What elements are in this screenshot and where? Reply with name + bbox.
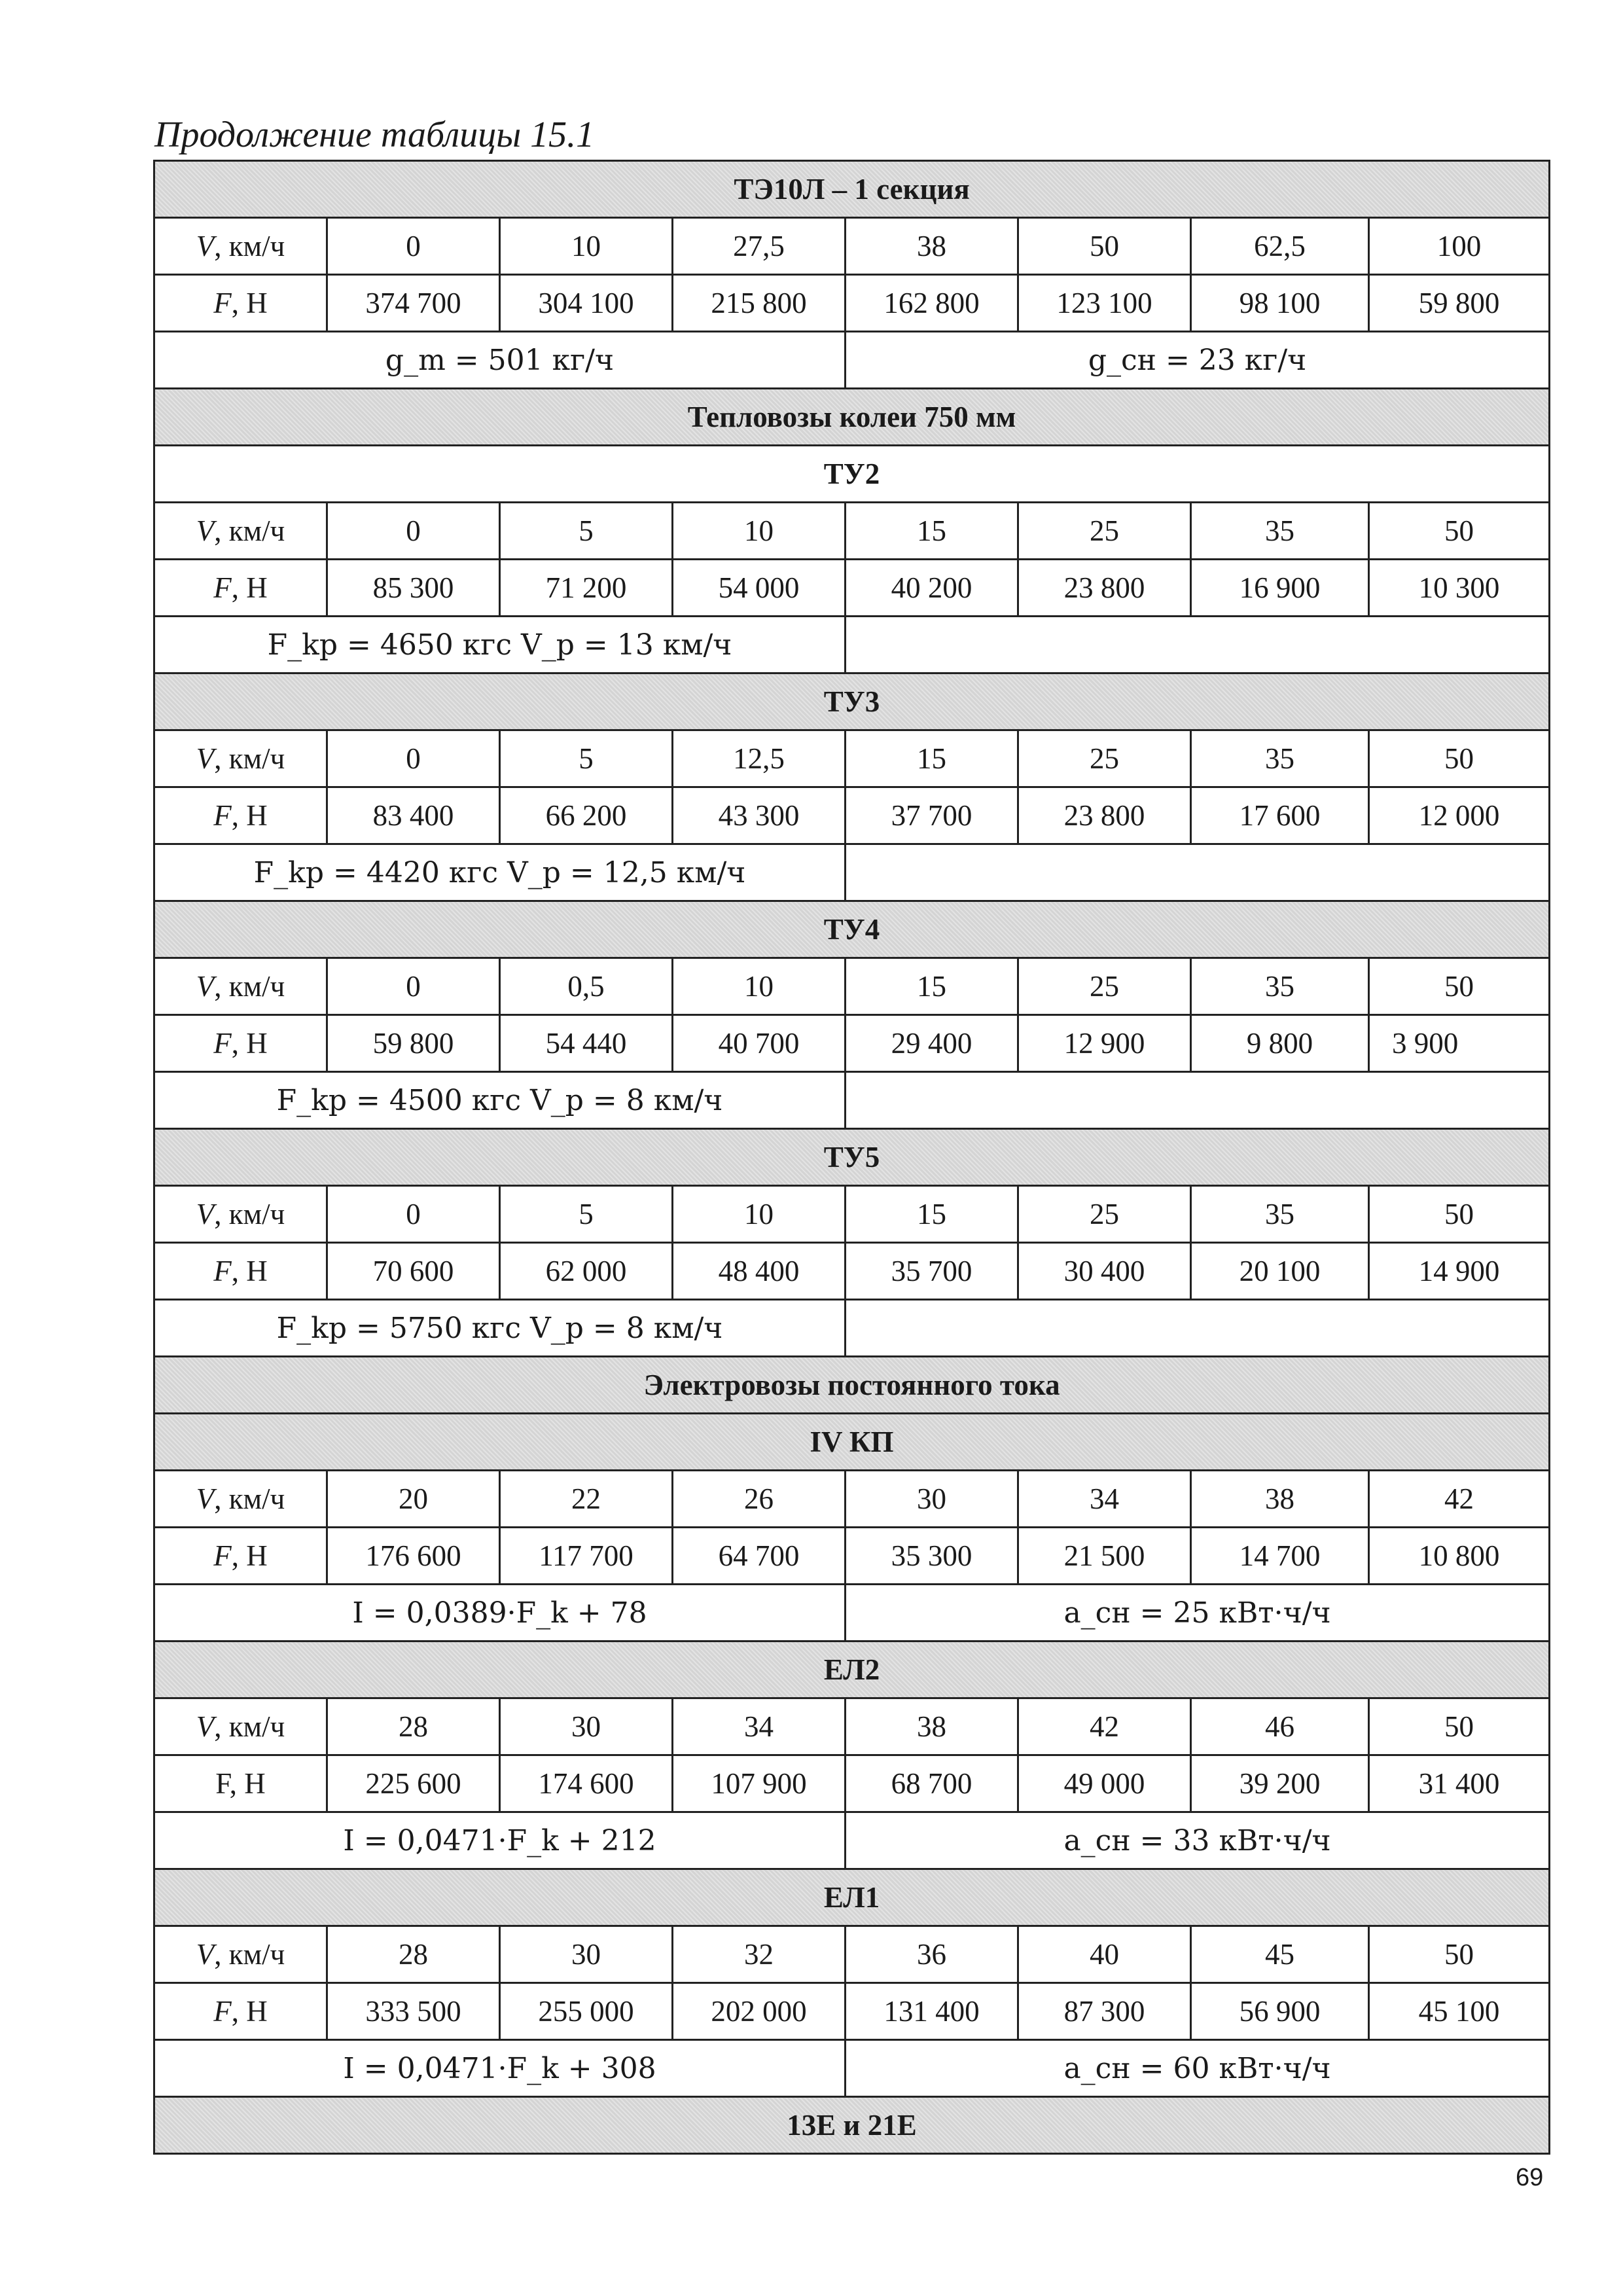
note-right [846,844,1550,901]
note-left: I = 0,0471·F_k + 212 [154,1812,846,1869]
speed-label: V, км/ч [154,503,327,560]
force-value: 30 400 [1018,1243,1191,1300]
force-value: 40 700 [673,1015,846,1072]
group-title: Электровозы постоянного тока [154,1357,1550,1414]
note-row [154,1300,1550,1357]
force-value: 31 400 [1369,1755,1550,1812]
speed-value: 50 [1369,958,1550,1015]
speed-row [154,1698,1550,1755]
section-title: ТЭ10Л – 1 секция [154,161,1550,218]
force-row [154,1983,1550,2040]
force-value: 176 600 [327,1528,500,1585]
speed-value: 5 [500,730,673,787]
force-value: 98 100 [1191,275,1369,332]
force-label: F, Н [154,1015,327,1072]
force-value: 333 500 [327,1983,500,2040]
speed-value: 25 [1018,1186,1191,1243]
speed-value: 38 [846,1698,1018,1755]
speed-value: 32 [673,1926,846,1983]
force-row [154,787,1550,844]
force-label: F, Н [154,1528,327,1585]
speed-value: 12,5 [673,730,846,787]
force-value: 54 440 [500,1015,673,1072]
force-value: 12 900 [1018,1015,1191,1072]
speed-value: 15 [846,1186,1018,1243]
speed-row [154,503,1550,560]
force-label: F, Н [154,1755,327,1812]
force-value: 20 100 [1191,1243,1369,1300]
speed-value: 30 [500,1926,673,1983]
speed-row [154,218,1550,275]
force-value: 16 900 [1191,560,1369,617]
force-value: 39 200 [1191,1755,1369,1812]
force-value: 202 000 [673,1983,846,2040]
speed-value: 100 [1369,218,1550,275]
force-row [154,1755,1550,1812]
locomotive-data-table [153,160,1550,2155]
force-value: 23 800 [1018,787,1191,844]
speed-value: 42 [1369,1471,1550,1528]
speed-value: 34 [1018,1471,1191,1528]
speed-label: V, км/ч [154,1926,327,1983]
note-right [846,1300,1550,1357]
force-row [154,560,1550,617]
force-value: 64 700 [673,1528,846,1585]
speed-value: 28 [327,1698,500,1755]
force-value: 215 800 [673,275,846,332]
speed-value: 35 [1191,1186,1369,1243]
force-value: 21 500 [1018,1528,1191,1585]
speed-value: 10 [673,958,846,1015]
force-value: 14 900 [1369,1243,1550,1300]
force-value: 59 800 [1369,275,1550,332]
note-left: F_kp = 4500 кгс V_p = 8 км/ч [154,1072,846,1129]
note-row [154,332,1550,389]
note-left: I = 0,0471·F_k + 308 [154,2040,846,2097]
note-right [846,1072,1550,1129]
speed-row [154,1926,1550,1983]
force-value: 131 400 [846,1983,1018,2040]
group-title-row [154,389,1550,446]
section-title-row [154,2097,1550,2154]
speed-label: V, км/ч [154,958,327,1015]
note-left: F_kp = 5750 кгс V_p = 8 км/ч [154,1300,846,1357]
speed-value: 10 [500,218,673,275]
speed-row [154,958,1550,1015]
force-label: F, Н [154,787,327,844]
speed-value: 5 [500,503,673,560]
force-value: 35 700 [846,1243,1018,1300]
note-right: a_сн = 60 кВт·ч/ч [846,2040,1550,2097]
section-title-row [154,1869,1550,1926]
section-title-row [154,1414,1550,1471]
force-value: 37 700 [846,787,1018,844]
force-value: 10 300 [1369,560,1550,617]
force-value: 59 800 [327,1015,500,1072]
speed-value: 35 [1191,730,1369,787]
note-left: F_kp = 4420 кгс V_p = 12,5 км/ч [154,844,846,901]
force-value: 23 800 [1018,560,1191,617]
section-title-row [154,1129,1550,1186]
section-title: ТУ5 [154,1129,1550,1186]
speed-value: 25 [1018,503,1191,560]
speed-row [154,730,1550,787]
section-title-row [154,1641,1550,1698]
force-value: 14 700 [1191,1528,1369,1585]
speed-value: 20 [327,1471,500,1528]
note-row [154,2040,1550,2097]
group-title: Тепловозы колеи 750 мм [154,389,1550,446]
force-value: 225 600 [327,1755,500,1812]
force-value: 17 600 [1191,787,1369,844]
note-right: g_сн = 23 кг/ч [846,332,1550,389]
section-title: ТУ2 [154,446,1550,503]
note-row [154,1585,1550,1641]
force-label: F, Н [154,560,327,617]
speed-value: 15 [846,958,1018,1015]
force-value: 29 400 [846,1015,1018,1072]
speed-row [154,1471,1550,1528]
force-row [154,1243,1550,1300]
note-right: a_сн = 25 кВт·ч/ч [846,1585,1550,1641]
speed-value: 30 [846,1471,1018,1528]
force-value: 107 900 [673,1755,846,1812]
force-value: 35 300 [846,1528,1018,1585]
force-value: 56 900 [1191,1983,1369,2040]
speed-row [154,1186,1550,1243]
speed-value: 50 [1369,503,1550,560]
force-value: 70 600 [327,1243,500,1300]
speed-value: 27,5 [673,218,846,275]
page-number: 69 [1516,2164,1544,2191]
note-row [154,1812,1550,1869]
force-value: 255 000 [500,1983,673,2040]
speed-value: 35 [1191,958,1369,1015]
note-right: a_сн = 33 кВт·ч/ч [846,1812,1550,1869]
speed-value: 10 [673,1186,846,1243]
force-value: 54 000 [673,560,846,617]
section-title-row [154,161,1550,218]
force-value: 3 900 [1369,1015,1550,1072]
speed-value: 15 [846,503,1018,560]
speed-value: 26 [673,1471,846,1528]
force-value: 87 300 [1018,1983,1191,2040]
speed-value: 38 [846,218,1018,275]
speed-value: 50 [1369,730,1550,787]
force-value: 71 200 [500,560,673,617]
speed-value: 46 [1191,1698,1369,1755]
force-value: 162 800 [846,275,1018,332]
speed-label: V, км/ч [154,1186,327,1243]
force-value: 9 800 [1191,1015,1369,1072]
speed-value: 50 [1369,1926,1550,1983]
speed-label: V, км/ч [154,1471,327,1528]
speed-label: V, км/ч [154,218,327,275]
speed-label: V, км/ч [154,730,327,787]
section-title: IV КП [154,1414,1550,1471]
force-row [154,1015,1550,1072]
note-left: g_m = 501 кг/ч [154,332,846,389]
force-value: 49 000 [1018,1755,1191,1812]
note-right [846,617,1550,673]
force-value: 374 700 [327,275,500,332]
force-value: 117 700 [500,1528,673,1585]
note-row [154,1072,1550,1129]
force-value: 66 200 [500,787,673,844]
speed-value: 5 [500,1186,673,1243]
force-value: 83 400 [327,787,500,844]
force-value: 48 400 [673,1243,846,1300]
speed-value: 50 [1369,1698,1550,1755]
force-label: F, Н [154,275,327,332]
note-row [154,844,1550,901]
speed-value: 30 [500,1698,673,1755]
note-row [154,617,1550,673]
section-title: ТУ3 [154,673,1550,730]
force-row [154,1528,1550,1585]
force-value: 123 100 [1018,275,1191,332]
speed-value: 40 [1018,1926,1191,1983]
speed-value: 42 [1018,1698,1191,1755]
speed-value: 35 [1191,503,1369,560]
section-title: ЕЛ2 [154,1641,1550,1698]
speed-label: V, км/ч [154,1698,327,1755]
group-title-row [154,1357,1550,1414]
speed-value: 15 [846,730,1018,787]
speed-value: 50 [1369,1186,1550,1243]
force-value: 174 600 [500,1755,673,1812]
speed-value: 0,5 [500,958,673,1015]
section-title-row [154,901,1550,958]
force-label: F, Н [154,1983,327,2040]
section-title-row [154,446,1550,503]
speed-value: 34 [673,1698,846,1755]
force-value: 62 000 [500,1243,673,1300]
table-caption: Продолжение таблицы 15.1 [154,115,595,155]
section-title: ТУ4 [154,901,1550,958]
force-row [154,275,1550,332]
force-value: 43 300 [673,787,846,844]
force-label: F, Н [154,1243,327,1300]
speed-value: 45 [1191,1926,1369,1983]
speed-value: 28 [327,1926,500,1983]
speed-value: 10 [673,503,846,560]
force-value: 10 800 [1369,1528,1550,1585]
note-left: I = 0,0389·F_k + 78 [154,1585,846,1641]
speed-value: 36 [846,1926,1018,1983]
force-value: 40 200 [846,560,1018,617]
force-value: 85 300 [327,560,500,617]
speed-value: 0 [327,503,500,560]
force-value: 68 700 [846,1755,1018,1812]
section-title: 13Е и 21Е [154,2097,1550,2154]
speed-value: 0 [327,1186,500,1243]
speed-value: 25 [1018,958,1191,1015]
note-left: F_kp = 4650 кгс V_p = 13 км/ч [154,617,846,673]
speed-value: 22 [500,1471,673,1528]
speed-value: 0 [327,958,500,1015]
speed-value: 62,5 [1191,218,1369,275]
force-value: 304 100 [500,275,673,332]
speed-value: 25 [1018,730,1191,787]
force-value: 45 100 [1369,1983,1550,2040]
force-value: 12 000 [1369,787,1550,844]
speed-value: 50 [1018,218,1191,275]
speed-value: 0 [327,218,500,275]
section-title: ЕЛ1 [154,1869,1550,1926]
speed-value: 38 [1191,1471,1369,1528]
section-title-row [154,673,1550,730]
speed-value: 0 [327,730,500,787]
